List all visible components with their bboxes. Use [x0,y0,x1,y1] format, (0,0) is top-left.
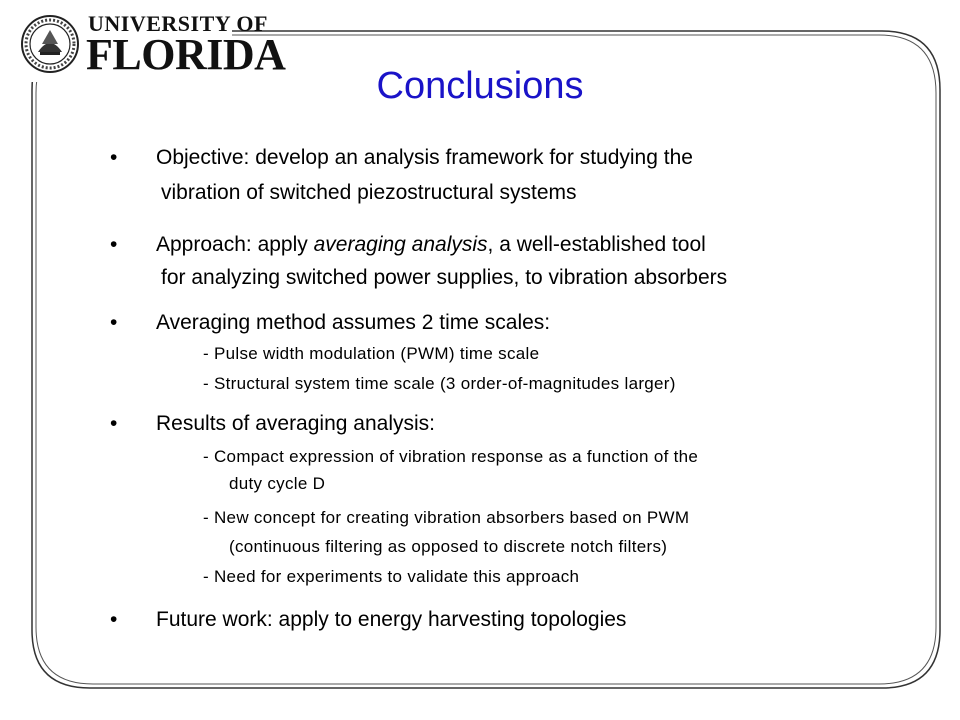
bullet-icon: • [110,233,118,256]
averaging-method-line: Averaging method assumes 2 time scales: [156,311,551,334]
results-sub-3: - Need for experiments to validate this approach [203,567,580,586]
objective-line-1: Objective: develop an analysis framework for studying the [156,146,693,169]
bullet-icon: • [110,146,118,169]
objective-line-2: vibration of switched piezostructural systems [161,181,577,204]
results-line: Results of averaging analysis: [156,412,435,435]
results-sub-1-cont: duty cycle D [229,474,326,493]
approach-line-2: for analyzing switched power supplies, to vibration absorbers [161,266,728,289]
bullet-icon: • [110,412,118,435]
averaging-sub-2: - Structural system time scale (3 order-of-magnitudes larger) [203,374,676,393]
results-sub-1: - Compact expression of vibration response as a function of the [203,447,699,466]
slide-title: Conclusions [376,65,584,107]
averaging-sub-1: - Pulse width modulation (PWM) time scale [203,344,540,363]
approach-text-rest: , a well-established tool [487,233,706,256]
approach-line-1 [156,232,706,258]
logo-florida-text: FLORIDA [86,30,286,79]
bullet-icon: • [110,311,118,334]
results-sub-2-cont: (continuous filtering as opposed to discrete notch filters) [229,537,668,556]
logo-university-text: UNIVERSITY OF [88,11,268,36]
future-work-line: Future work: apply to energy harvesting topologies [156,608,627,631]
results-sub-2: - New concept for creating vibration absorbers based on PWM [203,508,690,527]
bullet-icon: • [110,608,118,631]
approach-text: Approach: apply [156,233,314,256]
approach-emphasis: averaging analysis [313,233,488,256]
